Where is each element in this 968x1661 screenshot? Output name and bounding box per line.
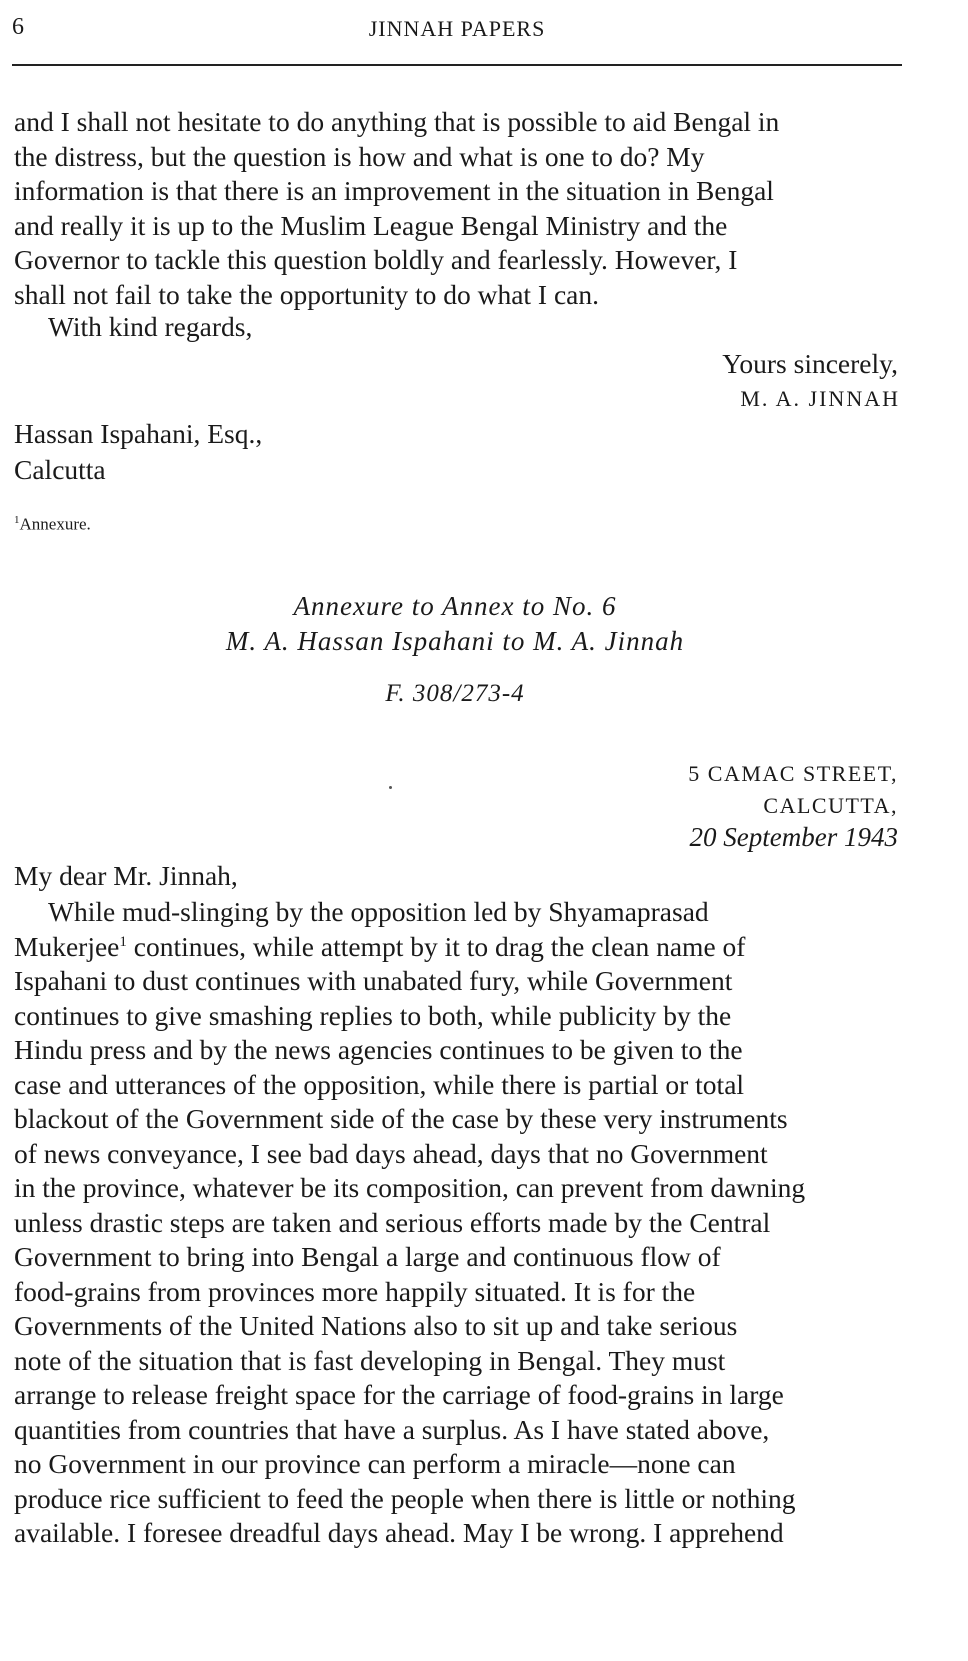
body-line: quantities from countries that have a surplus. As I have stated above, <box>14 1413 770 1445</box>
sender-address <box>688 758 898 822</box>
address-line: 5 CAMAC STREET, <box>688 761 898 786</box>
body-line: food-grains from provinces more happily situated. It is for the <box>14 1275 696 1307</box>
print-speck <box>389 786 392 789</box>
footnote-marker: 1 <box>14 514 20 526</box>
body-line: arrange to release freight space for the carriage of food-grains in large <box>14 1379 784 1410</box>
addressee-block <box>14 416 262 488</box>
body-line: case and utterances of the opposition, while there is partial or total <box>14 1068 745 1100</box>
closing-line: With kind regards, <box>48 311 253 342</box>
body-line: of news conveyance, I see bad days ahead, days that no Government <box>14 1137 768 1169</box>
header-rule <box>12 64 902 66</box>
body-line: information is that there is an improvement in the situation in Bengal <box>14 175 774 206</box>
footnote <box>14 514 91 535</box>
body-line: no Government in our province can perform a miracle—none can <box>14 1448 736 1479</box>
body-text: Mukerjee <box>14 930 120 962</box>
body-line: Governor to tackle this question boldly and fearlessly. However, I <box>14 244 738 275</box>
body-line <box>14 930 900 965</box>
body-text: continues, while attempt by it to drag the clean name of <box>126 930 746 962</box>
body-line: Ispahani to dust continues with unabated fury, while Government <box>14 965 733 996</box>
footnote-marker: 1 <box>119 933 127 950</box>
letter-body-paragraph <box>14 105 900 312</box>
annexure-title: Annexure to Annex to No. 6 <box>293 591 617 621</box>
body-line: produce rice sufficient to feed the people when there is little or nothing <box>14 1482 796 1514</box>
body-line: blackout of the Government side of the case by these very instruments <box>14 1103 788 1134</box>
body-line: continues to give smashing replies to both, while publicity by the <box>14 999 732 1031</box>
page-number: 6 <box>12 14 24 40</box>
body-line: Governments of the United Nations also to sit up and take serious <box>14 1310 738 1341</box>
body-line: While mud-slinging by the opposition led by Shyamaprasad <box>48 896 709 927</box>
body-line: Hindu press and by the news agencies continues to be given to the <box>14 1034 743 1065</box>
annexure-reference: F. 308/273-4 <box>385 680 525 707</box>
body-line: note of the situation that is fast developing in Bengal. They must <box>14 1344 726 1376</box>
letter-body-paragraph <box>14 895 900 1551</box>
annexure-subtitle: M. A. Hassan Ispahani to M. A. Jinnah <box>225 626 685 656</box>
page-header <box>12 8 902 64</box>
body-line: the distress, but the question is how and what is one to do? My <box>14 140 705 172</box>
body-line: shall not fail to take the opportunity to do what I can. <box>14 278 600 310</box>
signoff: Yours sincerely, <box>722 348 898 379</box>
address-line: CALCUTTA, <box>763 793 898 818</box>
addressee-name: Hassan Ispahani, Esq., <box>14 418 263 449</box>
salutation: My dear Mr. Jinnah, <box>14 860 238 891</box>
signature: M. A. JINNAH <box>740 386 900 411</box>
addressee-city: Calcutta <box>14 454 106 485</box>
body-line: and I shall not hesitate to do anything that is possible to aid Bengal in <box>14 106 780 137</box>
footnote-text: Annexure. <box>19 514 91 534</box>
body-line: available. I foresee dreadful days ahead. May I be wrong. I apprehend <box>14 1517 784 1548</box>
body-line: unless drastic steps are taken and serious efforts made by the Central <box>14 1206 771 1238</box>
body-line: in the province, whatever be its composition, can prevent from dawning <box>14 1172 806 1203</box>
letter-date: 20 September 1943 <box>689 822 898 852</box>
body-line: Government to bring into Bengal a large and continuous flow of <box>14 1241 721 1272</box>
running-head: JINNAH PAPERS <box>368 16 546 41</box>
body-line: and really it is up to the Muslim League Bengal Ministry and the <box>14 209 728 241</box>
